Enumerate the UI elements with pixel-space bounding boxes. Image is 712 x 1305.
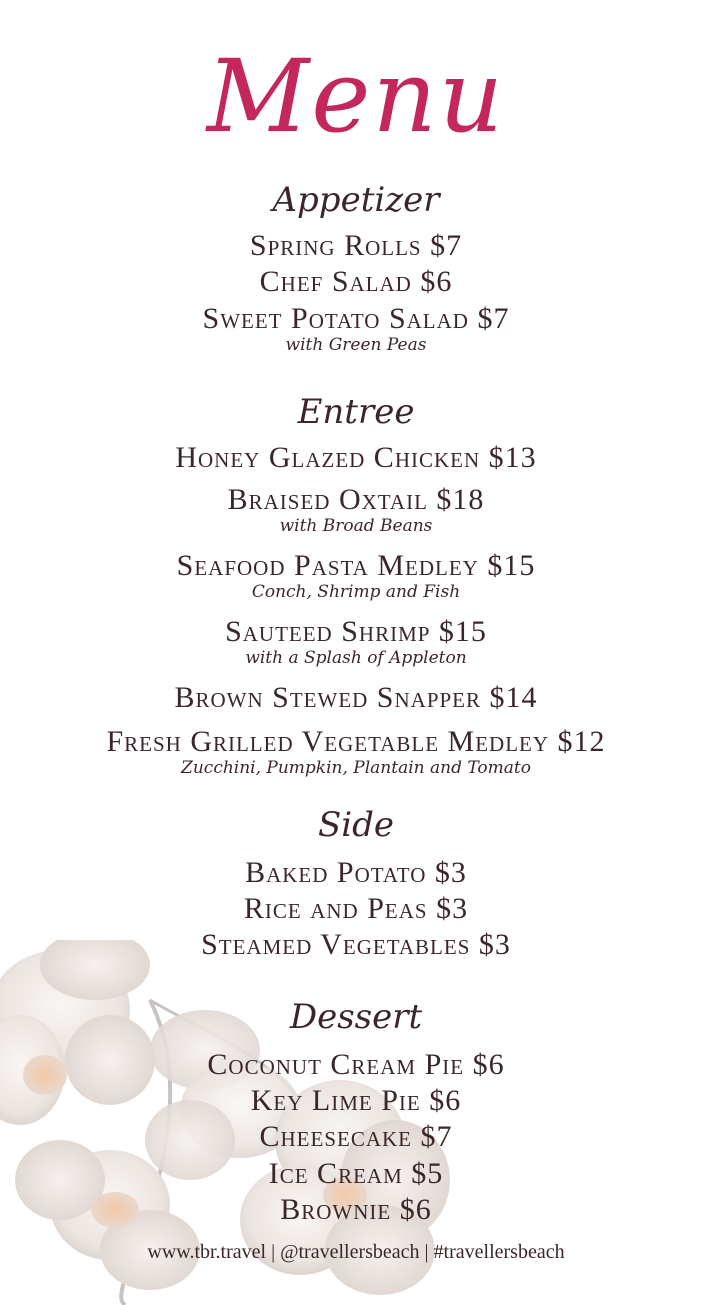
menu-item: Sauteed Shrimp $15 xyxy=(225,615,487,648)
menu-item: Braised Oxtail $18 xyxy=(227,483,485,516)
menu-item-note: with Green Peas xyxy=(285,335,427,355)
menu-item: Key Lime Pie $6 xyxy=(250,1084,462,1117)
section-heading-dessert: Dessert xyxy=(289,997,423,1037)
menu-item: Cheesecake $7 xyxy=(259,1120,453,1153)
menu-item: Ice Cream $5 xyxy=(268,1157,444,1190)
section-heading-entree: Entree xyxy=(297,392,415,432)
footer-links: www.tbr.travel | @travellersbeach | #travellersbeach xyxy=(147,1241,565,1263)
section-heading-side: Side xyxy=(317,805,395,845)
menu-item-note: with Broad Beans xyxy=(279,516,433,536)
menu-item: Sweet Potato Salad $7 xyxy=(202,302,510,335)
menu-item-note: Zucchini, Pumpkin, Plantain and Tomato xyxy=(181,758,531,778)
menu-item: Rice and Peas $3 xyxy=(243,892,469,925)
menu-item: Spring Rolls $7 xyxy=(249,229,463,262)
menu-item: Honey Glazed Chicken $13 xyxy=(175,441,537,474)
menu-item: Brownie $6 xyxy=(280,1193,432,1226)
menu-item: Steamed Vegetables $3 xyxy=(201,928,511,961)
menu-item: Chef Salad $6 xyxy=(259,265,453,298)
menu-item-note: with a Splash of Appleton xyxy=(245,648,467,668)
menu-item: Fresh Grilled Vegetable Medley $12 xyxy=(106,725,606,758)
menu-title: Menu xyxy=(206,38,506,155)
menu-item: Baked Potato $3 xyxy=(245,856,467,889)
section-heading-appetizer: Appetizer xyxy=(272,180,440,220)
menu-item: Brown Stewed Snapper $14 xyxy=(174,681,538,714)
menu-item: Seafood Pasta Medley $15 xyxy=(176,549,536,582)
menu-item: Coconut Cream Pie $6 xyxy=(207,1048,505,1081)
menu-item-note: Conch, Shrimp and Fish xyxy=(251,582,461,602)
